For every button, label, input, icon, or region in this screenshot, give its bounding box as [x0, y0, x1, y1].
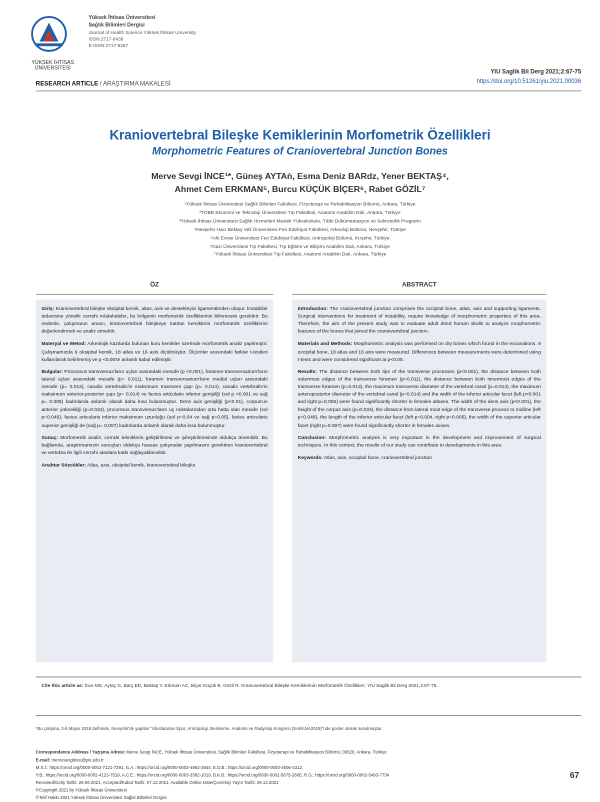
- title-english: Morphometric Features of Craniovertebral Junction Bones: [152, 146, 448, 158]
- affiliations: [38, 201, 563, 260]
- copyright-line-1: ©Copyright 2021 by Yüksek İhtisas Üniversitesi: [35, 787, 127, 793]
- correspondence-address: Correspondence Address / Yazışma Adresi: Merve Sevgi İNCE, Yüksek İhtisas Üniversitesi, Sağlık Bilimleri Fakültesi, Fizyoterapi ve Rehabilitasyon Bölümü, 06520, Ankara, Türkiye: [35, 749, 387, 755]
- correspondence-email: E-mail: mervesevgiince@yiu.edu.tr: [35, 757, 104, 763]
- journal-subtitle: Journal of Health Science Yüksek İhtisas University: [88, 30, 196, 36]
- article-type-tr: / ARAŞTIRMA MAKALESİ: [98, 81, 171, 88]
- cite-label: Cite this article as:: [41, 683, 84, 689]
- logo-text: YÜKSEK İHTİSAS ÜNİVERSİTESİ: [31, 60, 75, 72]
- journal-citation: YIU Saglik Bil Derg 2021;2:67-75: [490, 68, 582, 76]
- journal-info: [89, 15, 277, 51]
- cite-text: İnce MS, Aytaç G, Barç ED, Bektaş Y, Erkman AC, Biçer Küçük B, Gözil R. Kraniovertebral Bileşke Kemiklerinin Morfometrik Özellikleri. YIU Saglik Bil Derg 2021;2:67-75.: [83, 683, 438, 689]
- article-type-en: RESEARCH ARTICLE: [35, 81, 99, 88]
- abstract-conclusion: Conclusion: Morphometric analysis is very important in the development and improvement of surgical techniques. In this context, the results of our study can contribute to developments in this area.: [297, 434, 541, 449]
- abstract-methods: Materials and Methods: Morphometric analysis was performed on dry bones which found in the excavations. 9 occipital bone, 18 atlas and 16 axis were measured. Differences between measurements were determined using t-tests and were considered significant at p<0.05.: [297, 341, 541, 363]
- abstract-heading: ABSTRACT: [401, 281, 437, 289]
- article-type: [36, 81, 171, 88]
- authors-line2: Ahmet Cem ERKMAN⁵, Burcu KÜÇÜK BİÇER⁶, Rabet GÖZİL⁷: [174, 184, 426, 194]
- abstract-results: Results: The distance between both tips of the transverse processes (p<0.001), the distance between both outermost edges of the transverse foramen (p=0.011), the distance between both innermost edges of the transverse foramen (p=0.013), the maximum transverse diameter of the vertebral canal (p=0.014), the maximum anteroposterior diameter of the vertebral canal (p=0.014) and the width of the inferior articular facet (left p<0.001 and right p=0.005) were found significantly shorter in females atlases. The width of the dens axis (p<0.001), the height of the corpus axis (p=0.034), the distance from lateral most edge of the transverse process to midline (left p=0.049), the length of the inferior articular facet (left p=0.004, right p=0.005), the width of the superior articular facet (right p=0.007) were found significantly shorter in females axises.: [297, 369, 541, 429]
- orcid-line-2: Y.B.: https://orcid.org/0000-0002-4123-7519, A.C.E.: https://orcid.org/0000-0003-3382-1019, B.K.B.: https://orcid.org/0000-0002-5675-2605, R.G.: https://orcid.org/0000-0002-5493-7734: [35, 772, 390, 778]
- oz-keywords: Anahtar Sözcükler: Atlas, axis, oksipital kemik, kraniovertebral bileşke: [41, 462, 196, 469]
- affiliation: ⁷Yüksek İhtisas Üniversitesi Tıp Fakültesi, Anatomi Anabilim Dalı, Ankara, Türkiye: [213, 251, 387, 258]
- article-dates: Received/Geliş Tarihi: 29.06.2021, Accepted/Kabul Tarihi: 07.12.2021, Available Online Date/Çevrimiçi Yayın Tarihi: 29.12.2021: [35, 780, 279, 785]
- affiliation: ²TOBB Ekonomi ve Teknoloji Üniversitesi Tıp Fakültesi, Anatomi Anabilim Dalı, Ankara, Türkiye: [199, 210, 401, 216]
- authors-line1: Merve Sevgi İNCE¹*, Güneş AYTAǹ, Esma Deniz BARǳ, Yener BEKTAŞ⁴,: [151, 171, 449, 181]
- abstract-box: [292, 300, 546, 663]
- doi-link[interactable]: https://doi.org/10.51261/yiu.2021.00036: [476, 77, 582, 85]
- abstract-introduction: Introduction: The craniovertebral junction comprises the occipital bone, atlas, axis and supporting ligaments. Surgical interventions for treatment of instability, require knowledge of morphometric properties of this area. Therefore, the aim of the present study was to evaluate adult dried human skulls to analyze morphometric features of the bones that joined the craniovertebral junction.: [297, 306, 541, 335]
- oz-giris: Giriş: Kraniovertebral bileşke oksipital kemik, atlas, axis ve destekleyici ligamentlerden oluşur. İnstabilite tedavisine yönelik cerrahi müdahaleler, bu bölgenin morfometrik özelliklerinin bilinmesini gerektirir. Bu nedenle, çalışmanın amacı, kraniovertebral bileşkeye katılan kemiklerin morfometrik özelliklerini değerlendirmek ve analiz etmektir.: [41, 306, 268, 335]
- orcid-line-1: M.S.İ.: https://orcid.org/0000-0002-7121-7291, G.A.: https://orcid.org/0000-0003-4962-2844, E.D.B.: https://orcid.org/0000-0003-4506-4312,: [35, 765, 304, 770]
- affiliation: ⁵Ahi Evran Üniversitesi Fen Edebiyat Fakültesi, Antropoloji Bölümü, Kırşehir, Türkiye: [210, 235, 390, 241]
- affiliation: ³Yüksek İhtisas Üniversitesi Sağlık Hizmetleri Meslek Yüksekokulu, Tıbbi Dokümantasyon ve Sekreterlik Programı: [179, 218, 421, 225]
- journal-eissn: E-ISSN:2717-9257: [88, 43, 129, 50]
- header-divider: [36, 90, 581, 91]
- abstract-keywords: Keywords: Atlas, axis, occipital bone, craniovertebral junction: [297, 454, 432, 461]
- oz-bulgular: Bulgular: Processus transversus'ların uçları arasındaki mesafe (p <0,001), foramen transversarium'ların lateral uçları arasındaki mesafe (p= 0,011), foramen transversarium'ların medial uçları arasındaki mesafe (p= 0,013), canalis vertebralis'in maksimum transvers çapı (p= 0,014), canalis vertebralis'in maksimum anterior-posterior çapı (p= 0,014) ve facies articularis inferior genişliği (sol p <0.001 ve sağ p= 0.005) kadınlarda anlamlı olarak daha kısa bulunmuştur. Dens axis genişliği (p<0.01), corpus'un anterior yüksekliği (p=0.034), processus transversus'ların uç noktalarından orta hatta olan mesafe (sol p=0.049), facies articularis inferior maksimum uzunluğu (sol p=0.04 ve sağ p=0.05), facies articularis superior genişliği de (sağ p= 0,007) kadınlarda anlamlı olarak daha kısa bulunmuştur.: [41, 369, 268, 429]
- oz-heading-rule: [36, 294, 273, 295]
- journal-header: [15, 13, 298, 79]
- correspondence-block: [36, 749, 544, 802]
- citation-block: [477, 68, 582, 86]
- journal-name-line1: Yüksek İhtisas Üniversitesi: [88, 15, 156, 21]
- oz-sonuc: Sonuç: Morfometrik analiz, cerrahi tekniklerin geliştirilmesi ve iyileştirilmesinde oldukça önemlidir. Bu bağlamda, araştırmamızın sonuçları oldukça hassas çalışmalar yapılmasını gerektiren kraniovertebral ve vertebra ile ilgili cerrahi alanlara katkı sağlayabilecektir.: [41, 434, 268, 456]
- journal-issn: ISSN:2717-8439: [88, 36, 124, 43]
- presentation-footnote: *Bu çalışma, 3-5 Mayıs 2018 tarihinde, Nevşehir'de yapılan "Uluslararası Spor, Antropoloji, Beslenme, Anatomi ve Radyoloji Kongresi (SABANA2018)"nde poster olarak sunulmuştur.: [35, 726, 383, 732]
- abstract-heading-rule: [292, 294, 546, 295]
- affiliation: ⁴Nevşehir Hacı Bektaş Veli Üniversitesi Fen Edebiyat Fakültesi, Arkeoloji Bölümü, Nevşehir, Türkiye: [194, 226, 406, 233]
- cite-this-article: [36, 676, 581, 716]
- affiliation: ¹Yüksek İhtisas Üniversitesi Sağlık Bilimleri Fakültesi, Fizyoterapi ve Rehabilitasyon Bölümü, Ankara, Türkiye: [184, 201, 416, 208]
- copyright-line-2: ©Telif Hakkı 2021 Yüksek İhtisas Üniversitesi Sağlık Bilimleri Dergisi: [35, 795, 167, 801]
- author-list: [38, 171, 563, 197]
- journal-name-line2: Sağlık Bilimleri Dergisi: [88, 22, 145, 29]
- oz-materyal: Materyal ve Metod: Arkeolojik kazılarda bulunan kuru kemikler üzerinde morfometrik analiz yapılmıştır. Çalışmamızda 9 oksipital kemik, 18 atlas ve 16 axis ölçülmüştür. Ölçümler arasındaki farklar t-testleri kullanılarak belirlenmiş ve p <0.05'te anlamlı kabul edilmiştir.: [41, 341, 268, 363]
- oz-heading: ÖZ: [150, 281, 159, 289]
- title-turkish: Kraniovertebral Bileşke Kemiklerinin Morfometrik Özellikleri: [109, 128, 491, 144]
- affiliation: ⁶Gazi Üniversitesi Tıp Fakültesi, Tıp Eğitimi ve Bilişimi Anabilim Dalı, Ankara, Türkiye: [210, 243, 390, 250]
- page-number: 67: [569, 770, 580, 781]
- oz-box: [36, 300, 273, 663]
